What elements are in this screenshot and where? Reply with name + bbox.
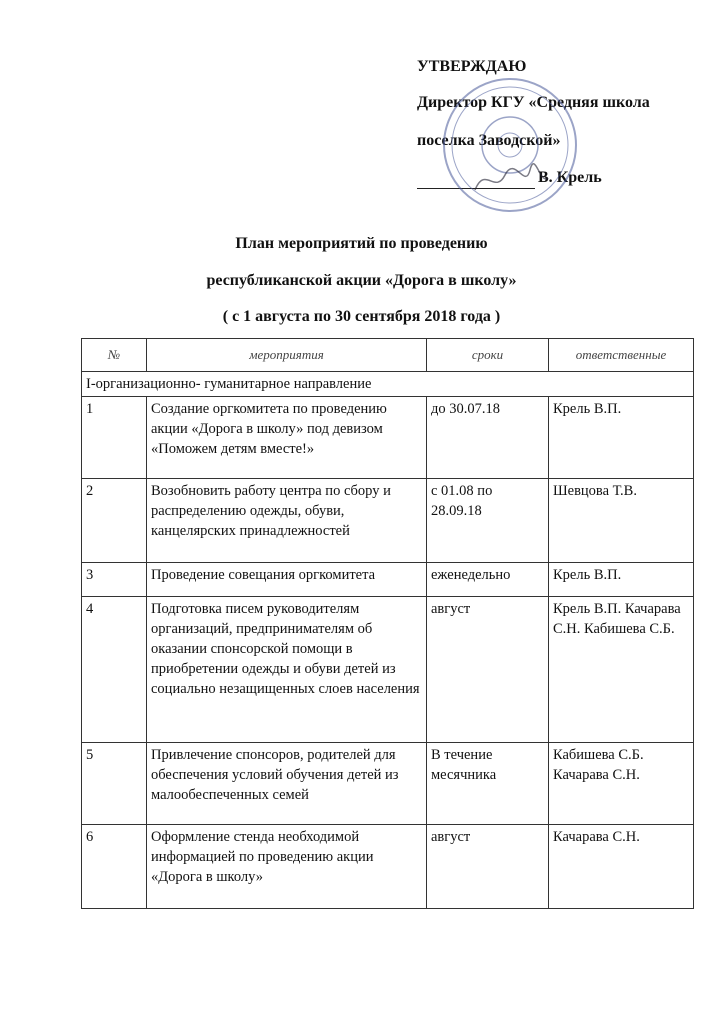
row-activity: Создание оргкомитета по проведению акции «Дорога в школу» под девизом «Поможем детям вместе!»: [147, 397, 427, 479]
row-responsible: Шевцова Т.В.: [549, 479, 694, 563]
row-term: до 30.07.18: [427, 397, 549, 479]
row-term: август: [427, 825, 549, 909]
row-responsible: Кабишева С.Б. Качарава С.Н.: [549, 743, 694, 825]
row-responsible: Качарава С.Н.: [549, 825, 694, 909]
table-row: [82, 597, 694, 743]
row-num: 3: [82, 563, 147, 597]
row-activity: Подготовка писем руководителям организаций, предпринимателям об оказании спонсорской помощи в приобретении одежды и обуви детей из социально незащищенных слоев населения: [147, 597, 427, 743]
signature-icon: [470, 160, 550, 200]
row-num: 5: [82, 743, 147, 825]
row-num: 1: [82, 397, 147, 479]
row-num: 2: [82, 479, 147, 563]
row-responsible: Крель В.П.: [549, 563, 694, 597]
col-activity: мероприятия: [147, 339, 427, 372]
row-activity: Возобновить работу центра по сбору и распределению одежды, обуви, канцелярских принадлежностей: [147, 479, 427, 563]
row-activity: Привлечение спонсоров, родителей для обеспечения условий обучения детей из малообеспеченных семей: [147, 743, 427, 825]
approval-line-2: поселка Заводской»: [417, 132, 561, 149]
row-term: август: [427, 597, 549, 743]
table-row: [82, 397, 694, 479]
row-activity: Проведение совещания оргкомитета: [147, 563, 427, 597]
row-term: еженедельно: [427, 563, 549, 597]
table-row: [82, 825, 694, 909]
row-term: с 01.08 по 28.09.18: [427, 479, 549, 563]
approval-heading: УТВЕРЖДАЮ: [417, 58, 527, 75]
approval-line-1: Директор КГУ «Средняя школа: [417, 94, 650, 111]
row-term: В течение месячника: [427, 743, 549, 825]
title-line-3: ( с 1 августа по 30 сентября 2018 года ): [222, 308, 501, 325]
title-line-1: План мероприятий по проведению: [235, 235, 488, 252]
table-row: [82, 479, 694, 563]
col-num: №: [82, 339, 147, 372]
section-title: I-организационно- гуманитарное направление: [82, 372, 694, 397]
approval-signer: В. Крель: [538, 169, 602, 186]
row-activity: Оформление стенда необходимой информацией по проведению акции «Дорога в школу»: [147, 825, 427, 909]
plan-table: [81, 338, 694, 909]
section-row: [82, 372, 694, 397]
table-row: [82, 743, 694, 825]
table-row: [82, 563, 694, 597]
title-line-2: республиканской акции «Дорога в школу»: [206, 272, 517, 289]
row-responsible: Крель В.П.: [549, 397, 694, 479]
row-num: 4: [82, 597, 147, 743]
row-responsible: Крель В.П. Качарава С.Н. Кабишева С.Б.: [549, 597, 694, 743]
table-header-row: [82, 339, 694, 372]
row-num: 6: [82, 825, 147, 909]
col-responsible: ответственные: [549, 339, 694, 372]
col-term: сроки: [427, 339, 549, 372]
